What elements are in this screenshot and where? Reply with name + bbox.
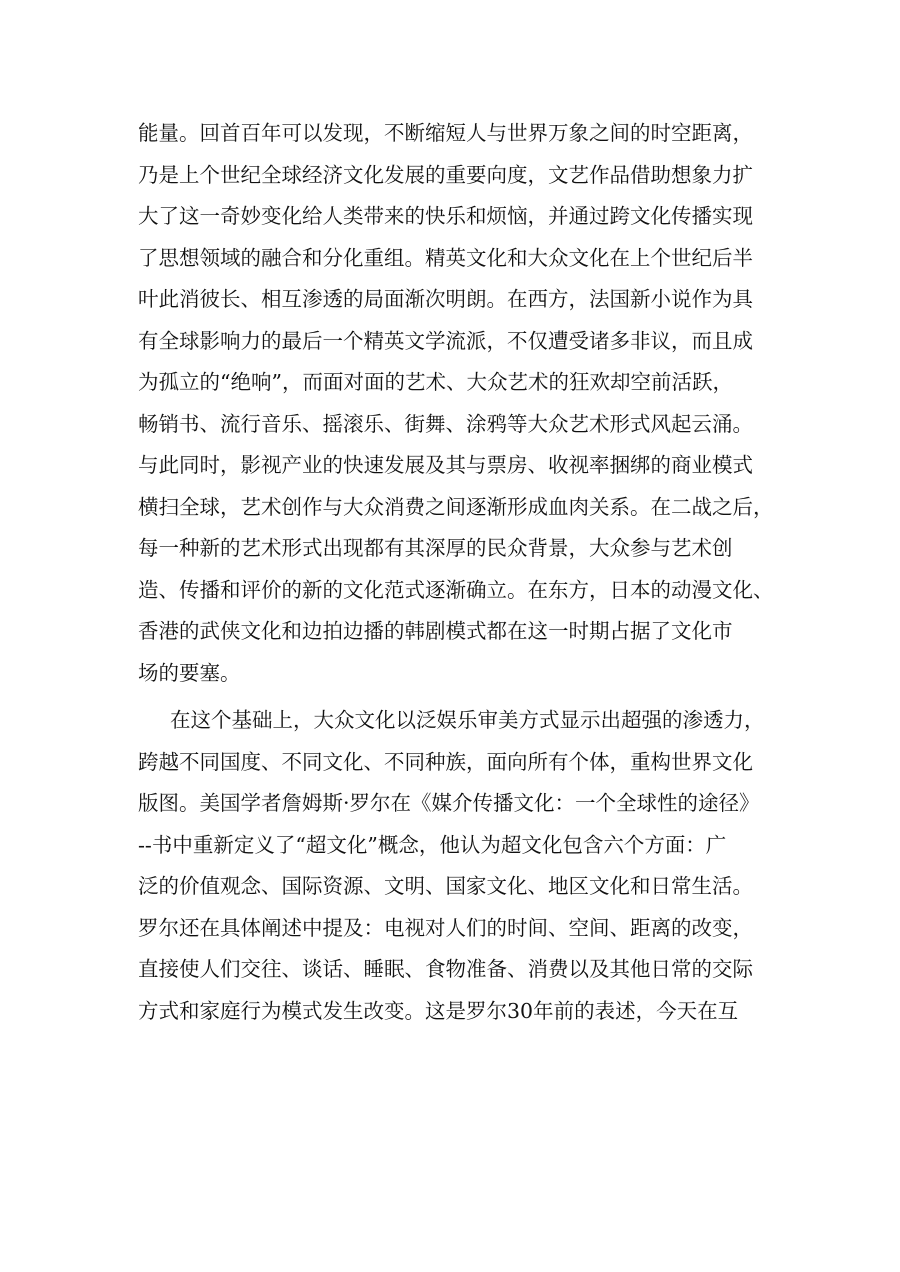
- text-line: 与此同时，影视产业的快速发展及其与票房、收视率捆绑的商业模式: [138, 453, 753, 477]
- text-line: 直接使人们交往、谈话、睡眠、食物准备、消费以及其他日常的交际: [138, 957, 753, 981]
- text-line: 每一种新的艺术形式出现都有其深厚的民众背景，大众参与艺术创: [138, 536, 733, 560]
- text-line: --书中重新定义了“超文化”概念，他认为超文化包含六个方面：广: [138, 832, 727, 857]
- text-line: 跨越不同国度、不同文化、不同种族，面向所有个体，重构世界文化: [138, 749, 753, 774]
- text-line: 版图。美国学者詹姆斯·罗尔在《媒介传播文化：一个全球性的途径》: [138, 791, 760, 815]
- text-line: 横扫全球，艺术创作与大众消费之间逐渐形成血肉关系。在二战之后，: [138, 494, 774, 519]
- text-line: 叶此消彼长、相互渗透的局面渐次明朗。在西方，法国新小说作为具: [138, 287, 753, 311]
- text-line: 能量。回首百年可以发现，不断缩短人与世界万象之间的时空距离，: [138, 121, 753, 145]
- text-line: 罗尔还在具体阐述中提及：电视对人们的时间、空间、距离的改变，: [138, 915, 753, 940]
- text-line: 有全球影响力的最后一个精英文学流派，不仅遭受诸多非议，而且成: [138, 328, 753, 353]
- text-line: 场的要塞。: [138, 660, 241, 685]
- paragraph-2: [138, 700, 778, 1032]
- text-line: 造、传播和评价的新的文化范式逐渐确立。在东方，日本的动漫文化、: [138, 577, 774, 602]
- text-line: 畅销书、流行音乐、摇滚乐、街舞、涂鸦等大众艺术形式风起云涌。: [138, 411, 753, 436]
- text-line: 为孤立的“绝响”，而面对面的艺术、大众艺术的狂欢却空前活跃，: [138, 370, 733, 394]
- paragraph-1: [138, 113, 778, 694]
- text-line: 在这个基础上，大众文化以泛娱乐审美方式显示出超强的渗透力，: [170, 708, 765, 732]
- text-line: 泛的价值观念、国际资源、文明、国家文化、地区文化和日常生活。: [138, 874, 753, 898]
- text-line: 方式和家庭行为模式发生改变。这是罗尔30年前的表述，今天在互: [138, 998, 739, 1023]
- text-line: 乃是上个世纪全球经济文化发展的重要向度，文艺作品借助想象力扩: [138, 162, 753, 187]
- text-line: 香港的武侠文化和边拍边播的韩剧模式都在这一时期占据了文化市: [138, 619, 733, 643]
- text-line: 了思想领域的融合和分化重组。精英文化和大众文化在上个世纪后半: [138, 245, 753, 270]
- body-text: [138, 113, 778, 1032]
- text-line: 大了这一奇妙变化给人类带来的快乐和烦恼，并通过跨文化传播实现: [138, 204, 753, 228]
